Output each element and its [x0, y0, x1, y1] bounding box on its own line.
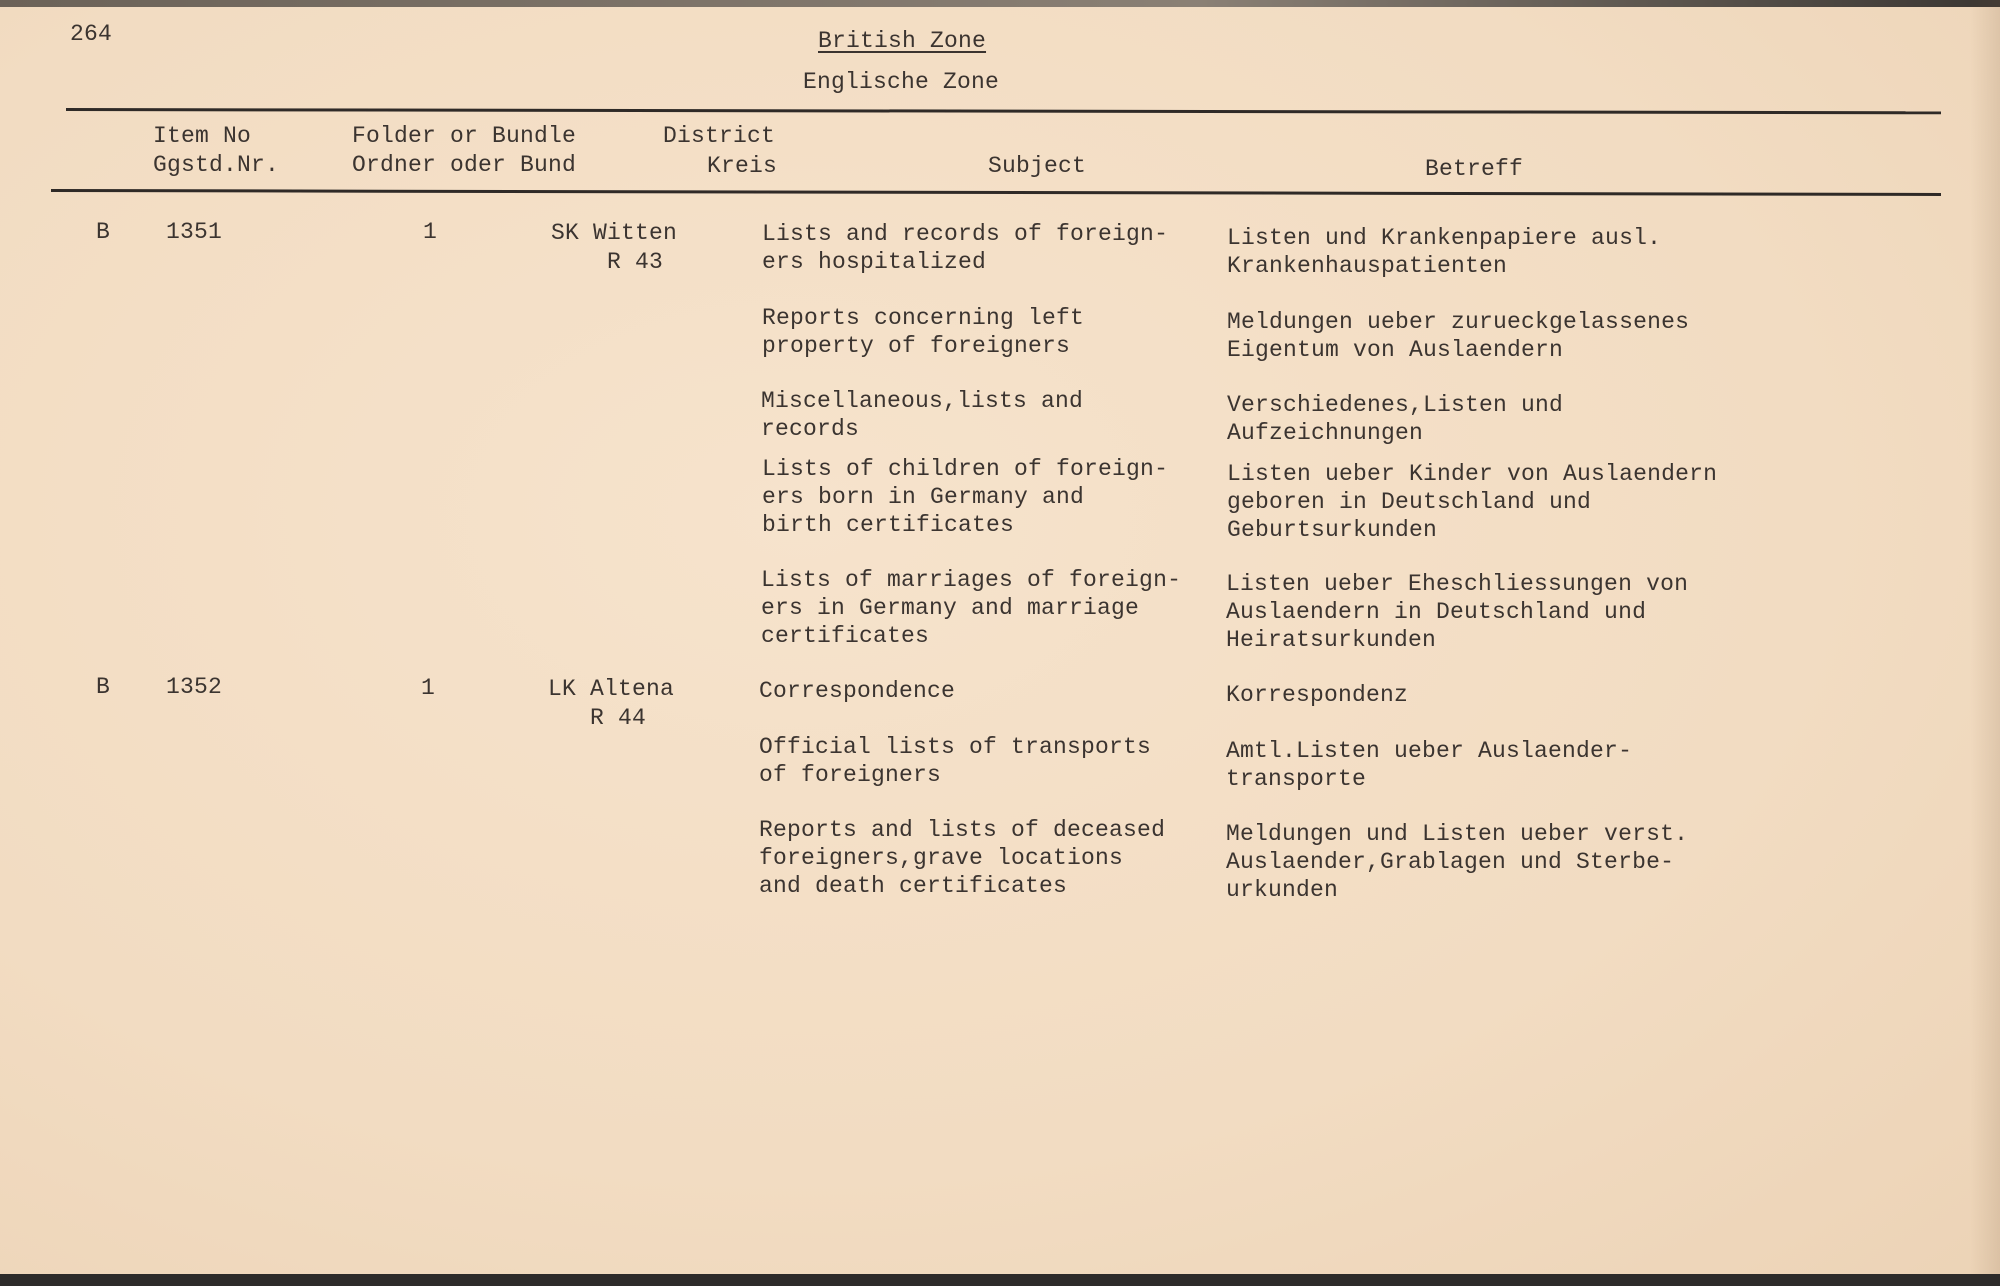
- subject-entry: Lists of marriages of foreign- ers in Germany and marriage certificates: [761, 567, 1182, 649]
- header-betreff: Betreff: [1425, 156, 1524, 182]
- page-number: 264: [70, 21, 113, 47]
- scan-top-edge: [0, 0, 2000, 7]
- subject-entry: Miscellaneous,lists and records: [761, 388, 1084, 442]
- betreff-entry: Meldungen ueber zurueckgelassenes Eigentum von Auslaendern: [1227, 309, 1690, 363]
- scan-bottom-edge: [0, 1274, 2000, 1286]
- row-prefix: B: [96, 219, 111, 245]
- header-bottom-rule: [51, 189, 1941, 196]
- betreff-entry: Listen ueber Eheschliessungen von Auslaendern in Deutschland und Heiratsurkunden: [1226, 571, 1689, 653]
- subject-entry: Official lists of transports of foreigners: [759, 734, 1152, 788]
- page-title: British Zone: [818, 28, 987, 54]
- betreff-entry: Korrespondenz: [1226, 682, 1409, 708]
- folder-number: 1: [423, 219, 438, 245]
- betreff-entry: Verschiedenes,Listen und Aufzeichnungen: [1227, 392, 1564, 446]
- subject-entry: Lists and records of foreign- ers hospitalized: [762, 221, 1169, 275]
- district-code: R 43: [607, 249, 664, 275]
- header-item-no: Item No: [153, 123, 252, 149]
- row-prefix: B: [96, 674, 111, 700]
- district-code: R 44: [590, 705, 647, 731]
- district-name: LK Altena: [548, 676, 675, 702]
- item-number: 1351: [166, 219, 223, 245]
- item-number: 1352: [166, 674, 223, 700]
- betreff-entry: Listen und Krankenpapiere ausl. Krankenhauspatienten: [1227, 225, 1662, 279]
- betreff-entry: Meldungen und Listen ueber verst. Auslaender,Grablagen und Sterbe- urkunden: [1226, 821, 1689, 903]
- page-subtitle: Englische Zone: [803, 69, 1000, 95]
- folder-number: 1: [421, 675, 436, 701]
- subject-entry: Reports and lists of deceased foreigners,grave locations and death certificates: [759, 817, 1166, 899]
- subject-entry: Correspondence: [759, 678, 956, 704]
- header-subject: Subject: [988, 153, 1087, 179]
- header-district: District: [663, 123, 776, 149]
- subject-entry: Lists of children of foreign- ers born in Germany and birth certificates: [762, 456, 1169, 538]
- header-folder-de: Ordner oder Bund: [352, 152, 577, 178]
- header-folder: Folder or Bundle: [352, 123, 577, 149]
- betreff-entry: Amtl.Listen ueber Auslaender- transporte: [1226, 738, 1633, 792]
- subject-entry: Reports concerning left property of foreigners: [762, 305, 1085, 359]
- page-edge-shade: [1970, 0, 2000, 1286]
- header-top-rule: [66, 108, 1941, 114]
- header-district-de: Kreis: [707, 153, 778, 179]
- district-name: SK Witten: [551, 220, 678, 246]
- header-item-no-de: Ggstd.Nr.: [153, 152, 280, 178]
- betreff-entry: Listen ueber Kinder von Auslaendern geboren in Deutschland und Geburtsurkunden: [1227, 461, 1718, 543]
